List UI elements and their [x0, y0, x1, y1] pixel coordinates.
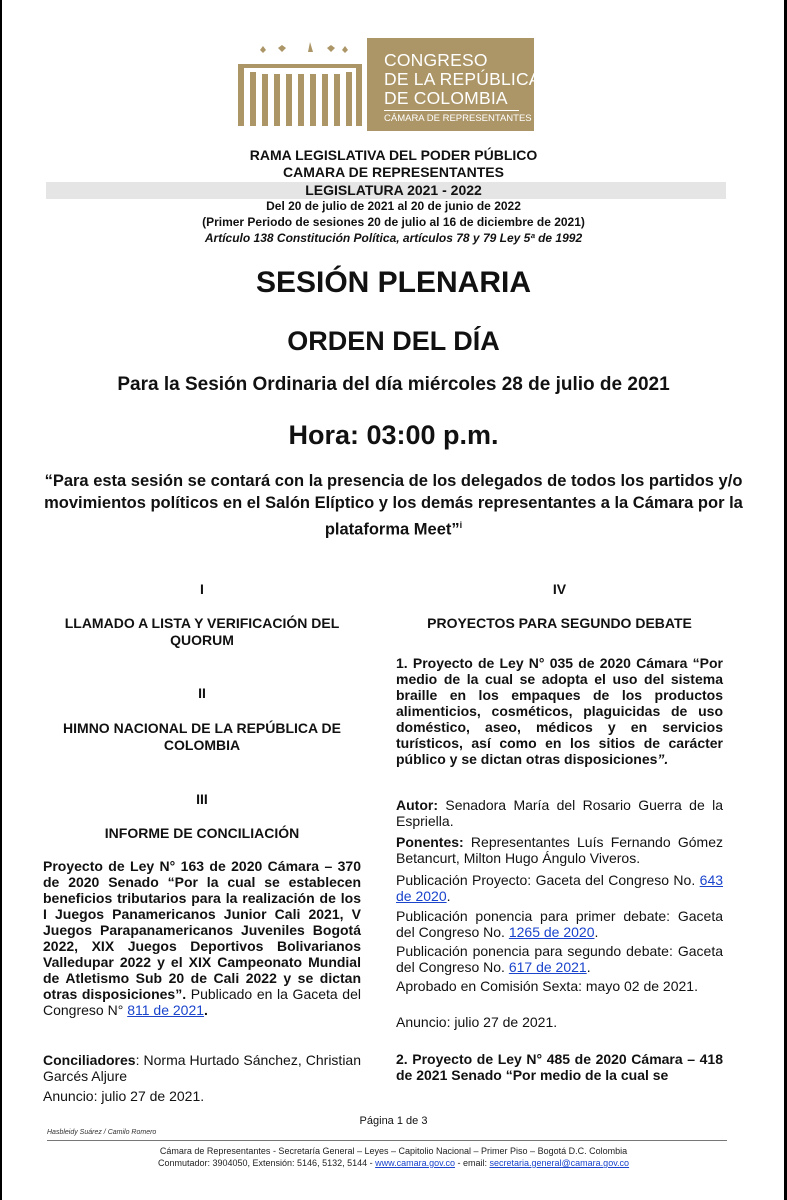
- logo-line-1: CONGRESO: [384, 50, 488, 70]
- section-2-number: II: [198, 685, 206, 701]
- conciliation-announcement: Anuncio: julio 27 de 2021.: [43, 1088, 205, 1104]
- logo-line-3: DE COLOMBIA: [384, 88, 508, 108]
- project-1-approved: Aprobado en Comisión Sexta: mayo 02 de 2021.: [396, 978, 698, 994]
- project-2-title: 2. Proyecto de Ley N° 485 de 2020 Cámara – 418 de 2021 Senado “Por medio de la cual se: [396, 1051, 723, 1083]
- logo-line-2: DE LA REPÚBLICA: [384, 69, 541, 89]
- pub-2-end: .: [594, 924, 599, 940]
- logo-separator: [384, 110, 519, 111]
- section-2-title: HIMNO NACIONAL DE LA REPÚBLICA DE COLOMBIA: [63, 720, 341, 753]
- project-1-title-end: ”.: [657, 751, 669, 767]
- footer-address: Cámara de Representantes - Secretaría General – Leyes – Capitolio Nacional – Primer Piso – Bogotá D.C. Colombia: [159, 1146, 628, 1156]
- session-date: Para la Sesión Ordinaria del día miércoles 28 de julio de 2021: [117, 374, 670, 395]
- session-note: [40, 470, 747, 541]
- conciliators-label: Conciliadores: [43, 1052, 136, 1068]
- section-3-title: INFORME DE CONCILIACIÓN: [104, 825, 300, 841]
- section-1-number: I: [200, 581, 204, 597]
- section-4-number: IV: [552, 581, 567, 597]
- pub-1-end: .: [446, 888, 451, 904]
- header-line-2: CAMARA DE REPRESENTANTES: [283, 164, 504, 180]
- conciliation-period: .: [204, 1002, 208, 1018]
- gaceta-617-link[interactable]: 617 de 2021: [508, 959, 587, 975]
- footer-email-label: - email:: [454, 1158, 490, 1168]
- page-number: Página 1 de 3: [359, 1115, 428, 1127]
- conciliators-names: : Norma Hurtado Sánchez, Christian Garcés Aljure: [43, 1052, 361, 1084]
- project-1-title: [396, 655, 723, 767]
- page-edge-left: [0, 0, 2, 1200]
- header-line-6: Artículo 138 Constitución Política, artículos 78 y 79 Ley 5ª de 1992: [204, 231, 583, 245]
- header-line-1: RAMA LEGISLATIVA DEL PODER PÚBLICO: [249, 147, 538, 163]
- footer-contact: [0, 1158, 787, 1168]
- header-line-4: Del 20 de julio de 2021 al 20 de junio de 2022: [266, 199, 521, 213]
- project-1-pub-2: [396, 908, 723, 940]
- section-3-number: III: [196, 791, 208, 807]
- page-title: SESIÓN PLENARIA: [255, 266, 532, 299]
- project-1-title-text: 1. Proyecto de Ley N° 035 de 2020 Cámara “Por medio de la cual se adopta el uso del sistema braille en los empaques de los productos alimenticios, cosméticos, plaguicidas de uso doméstico, aseo, médicos y en servicios turísticos, así como en los sitios de carácter público y se dictan otras disposiciones: [396, 655, 723, 767]
- conciliation-publication: Publicado en la Gaceta del Congreso N°: [43, 986, 361, 1018]
- pub-3-text: Publicación ponencia para segundo debate: Gaceta del Congreso No.: [396, 943, 723, 975]
- project-1-pub-3: [396, 943, 723, 975]
- endnote-mark[interactable]: i: [459, 520, 463, 530]
- capitol-emblem-icon: [232, 38, 367, 131]
- project-1-pub-1: [396, 872, 723, 904]
- logo-divider: [367, 38, 369, 131]
- congress-logo: [232, 38, 541, 131]
- gaceta-811-link[interactable]: 811 de 2021: [127, 1002, 205, 1018]
- conciliation-project: [43, 858, 361, 1018]
- page-subtitle: ORDEN DEL DÍA: [287, 326, 500, 356]
- header-line-3: LEGISLATURA 2021 - 2022: [305, 182, 482, 198]
- pub-3-end: .: [586, 959, 591, 975]
- section-1-title: LLAMADO A LISTA Y VERIFICACIÓN DEL QUORUM: [64, 615, 340, 648]
- logo-line-4: CÁMARA DE REPRESENTANTES: [384, 113, 532, 124]
- pub-1-text: Publicación Proyecto: Gaceta del Congreso No.: [396, 872, 696, 888]
- footer-rule: [47, 1140, 727, 1141]
- section-4-title: PROYECTOS PARA SEGUNDO DEBATE: [427, 615, 692, 631]
- signature: Hasbleidy Suárez / Camilo Romero: [47, 1129, 157, 1136]
- author-name: Senadora María del Rosario Guerra de la Espriella.: [396, 797, 723, 829]
- pub-2-text: Publicación ponencia para primer debate: Gaceta del Congreso No.: [396, 908, 723, 940]
- session-note-text: “Para esta sesión se contará con la presencia de los delegados de todos los partidos y/o movimientos políticos en el Salón Elíptico y los demás representantes a la Cámara por la plataforma Meet”: [44, 472, 743, 539]
- project-1-ponentes: [396, 834, 723, 866]
- website-link[interactable]: www.camara.gov.co: [375, 1158, 455, 1168]
- author-label: Autor:: [396, 797, 438, 813]
- ponentes-label: Ponentes:: [396, 834, 464, 850]
- header-line-5: (Primer Periodo de sesiones 20 de julio al 16 de diciembre de 2021): [202, 215, 585, 229]
- gaceta-1265-link[interactable]: 1265 de 2020: [508, 924, 595, 940]
- project-1-author: [396, 797, 723, 829]
- email-link[interactable]: secretaria.general@camara.gov.co: [489, 1158, 630, 1168]
- footer-phone: Conmutador: 3904050, Extensión: 5146, 5132, 5144 -: [157, 1158, 376, 1168]
- session-time: Hora: 03:00 p.m.: [288, 420, 499, 450]
- ponentes-names: Representantes Luís Fernando Gómez Betancurt, Milton Hugo Ángulo Viveros.: [396, 834, 723, 866]
- gaceta-643-link[interactable]: 643 de 2020: [396, 872, 724, 904]
- project-1-announcement: Anuncio: julio 27 de 2021.: [396, 1014, 558, 1030]
- conciliators: [43, 1052, 361, 1084]
- conciliation-project-title: Proyecto de Ley N° 163 de 2020 Cámara – 370 de 2020 Senado “Por la cual se establecen beneficios tributarios para la realización de los I Juegos Panamericanos Junior Cali 2021, V Juegos Parapanamericanos Juveniles Bogotá 2022, XIX Juegos Deportivos Bolivarianos Valledupar 2022 y el XIX Campeonato Mundial de Atletismo Sub 20 de Cali 2022 y se dictan otras disposiciones”.: [43, 858, 361, 1002]
